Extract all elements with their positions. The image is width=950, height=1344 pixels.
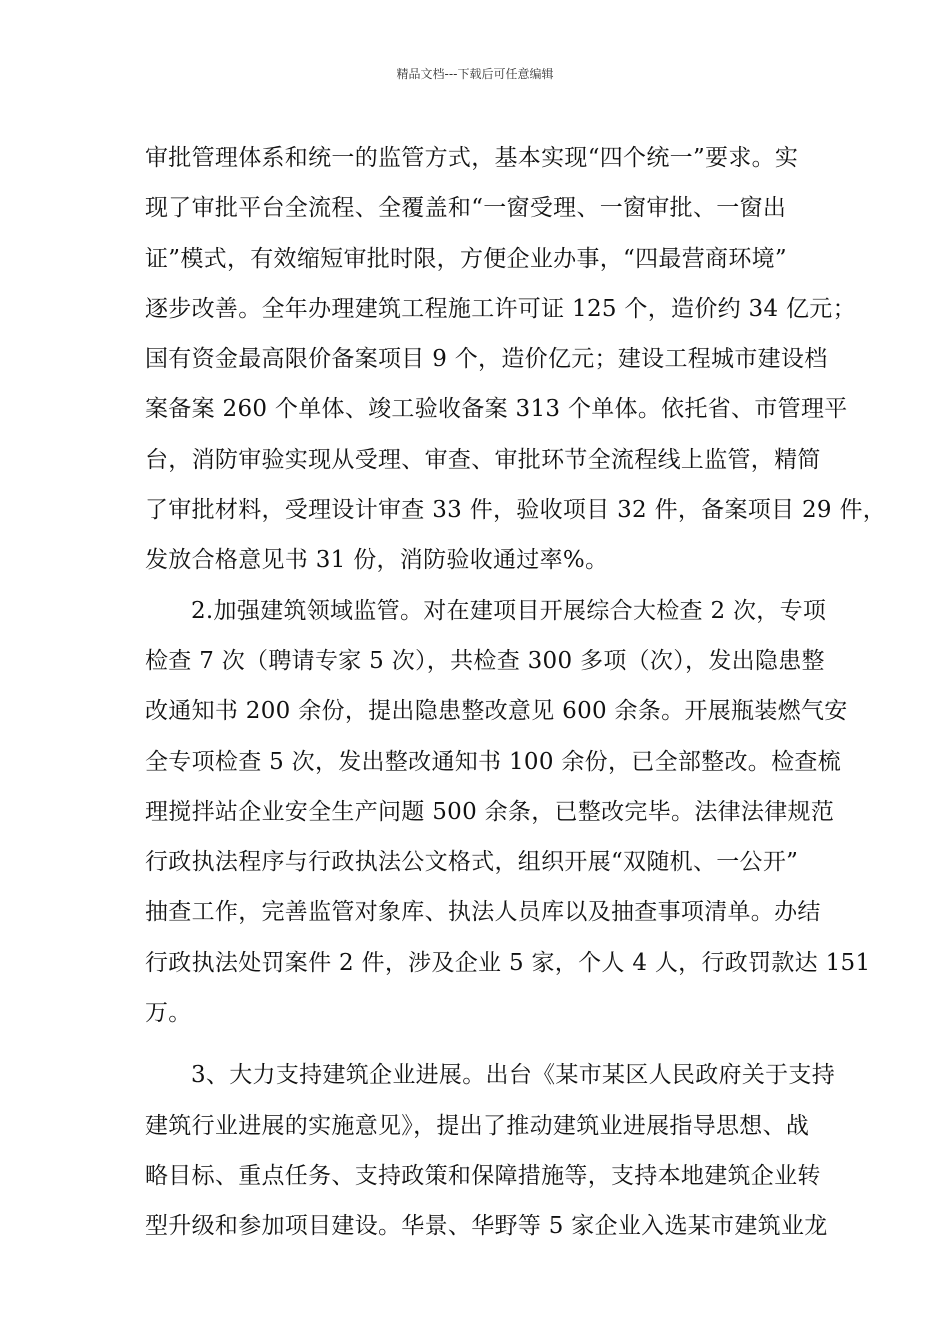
paragraph-line: 略目标、重点任务、支持政策和保障措施等，支持本地建筑企业转: [145, 1162, 821, 1189]
document-body: [145, 133, 887, 1252]
paragraph-line: 现了审批平台全流程、全覆盖和“一窗受理、一窗审批、一窗出: [145, 195, 787, 222]
paragraph-line: 了审批材料，受理设计审查 33 件，验收项目 32 件，备案项目 29 件，: [145, 497, 887, 524]
paragraph-line: 逐步改善。全年办理建筑工程施工许可证 125 个，造价约 34 亿元；: [145, 295, 856, 322]
paragraph-line: 审批管理体系和统一的监管方式，基本实现“四个统一”要求。实: [145, 145, 799, 171]
paragraph-line: 抽查工作，完善监管对象库、执法人员库以及抽查事项清单。办结: [145, 899, 821, 926]
paragraph-line: 发放合格意见书 31 份，消防验收通过率%。: [145, 547, 609, 574]
paragraph-line: 行政执法程序与行政执法公文格式，组织开展“双随机、一公开”: [145, 849, 799, 876]
paragraph-line: 证”模式，有效缩短审批时限，方便企业办事，“四最营商环境”: [145, 245, 787, 272]
paragraph-line: 台，消防审验实现从受理、审查、审批环节全流程线上监管，精简: [145, 446, 821, 473]
paragraph-line: 型升级和参加项目建设。华景、华野等 5 家企业入选某市建筑业龙: [145, 1213, 828, 1240]
paragraph-gap: [145, 1038, 817, 1050]
section-heading-line: 2.加强建筑领域监管。对在建项目开展综合大检查 2 次，专项: [191, 597, 827, 624]
paragraph-line: 案备案 260 个单体、竣工验收备案 313 个单体。依托省、市管理平: [145, 396, 848, 423]
paragraph-line: 建筑行业进展的实施意见》，提出了推动建筑业进展指导思想、战: [145, 1112, 810, 1139]
paragraph-line: 国有资金最高限价备案项目 9 个，造价亿元；建设工程城市建设档: [145, 346, 828, 373]
paragraph-line: 全专项检查 5 次，发出整改通知书 100 余份，已全部整改。检查梳: [145, 748, 841, 775]
section-heading-line: 3、大力支持建筑企业进展。出台《某市某区人民政府关于支持: [191, 1062, 836, 1089]
paragraph-line: 理搅拌站企业安全生产问题 500 余条，已整改完毕。法律法律规范: [145, 798, 835, 825]
paragraph-line: 万。: [145, 1000, 192, 1027]
paragraph-line: 行政执法处罚案件 2 件，涉及企业 5 家，个人 4 人，行政罚款达 151: [145, 949, 871, 976]
paragraph-line: 检查 7 次（聘请专家 5 次），共检查 300 多项（次），发出隐患整: [145, 647, 825, 674]
paragraph-line: 改通知书 200 余份，提出隐患整改意见 600 余条。开展瓶装燃气安: [145, 698, 848, 725]
page-header: 精品文档---下载后可任意编辑: [396, 67, 554, 81]
